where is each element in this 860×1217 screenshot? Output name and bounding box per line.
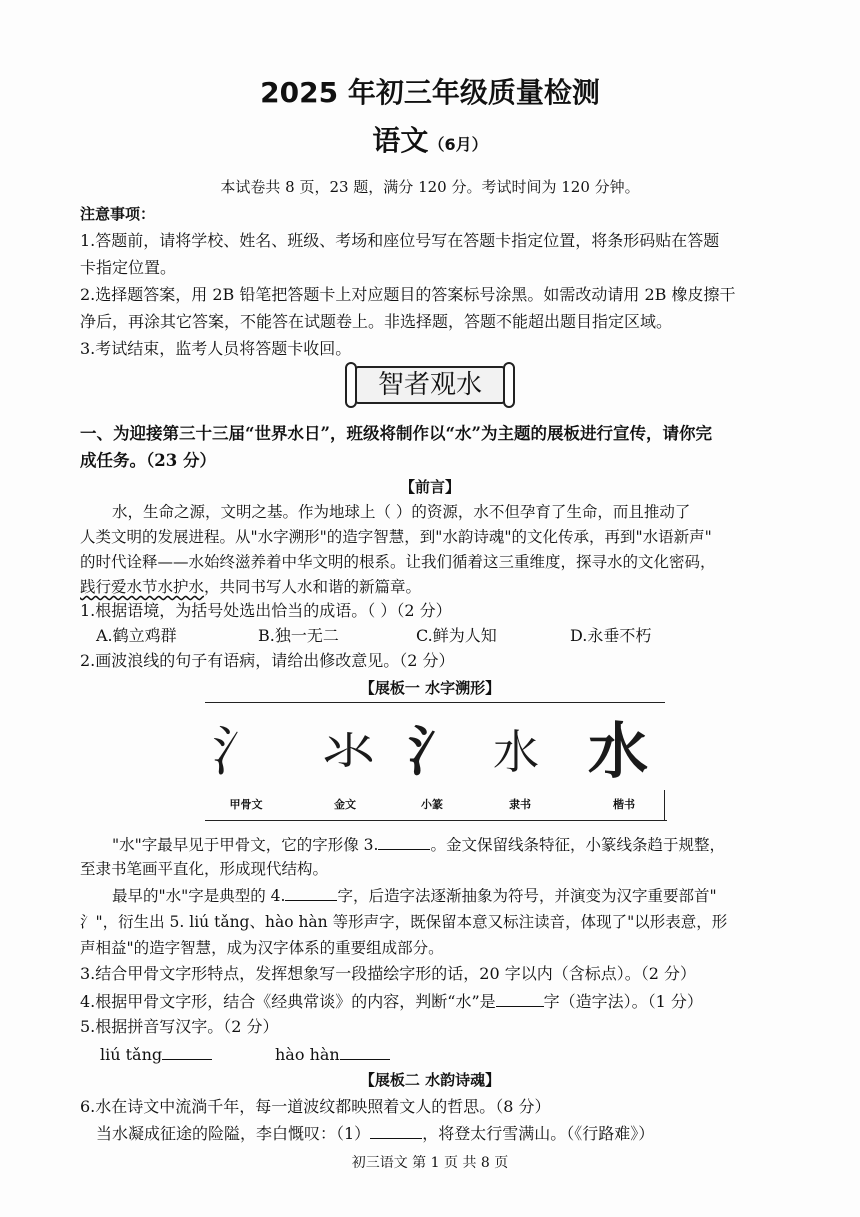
glyph-small-seal: 氵 xyxy=(408,720,462,783)
board1-title: 【展板一 水字溯形】 xyxy=(359,679,501,697)
preface-line-4 xyxy=(80,576,421,598)
glyph-bronze: 氺 xyxy=(322,720,376,783)
board1-bottom-rule xyxy=(205,820,667,821)
board2-title: 【展板二 水韵诗魂】 xyxy=(359,1071,501,1089)
option-c: C.鲜为人知 xyxy=(416,626,497,645)
board1-line-1 xyxy=(112,833,725,856)
exam-title: 2025 年初三年级质量检测 xyxy=(260,76,600,109)
preface-line-4-rest: ，共同书写人水和谐的新篇章。 xyxy=(204,578,422,596)
notes-heading: 注意事项： xyxy=(80,205,156,223)
section1-instruction-line2: 成任务。（23 分） xyxy=(80,451,216,470)
glyph-label-regular: 楷书 xyxy=(613,798,635,811)
question-4-start: 4.根据甲骨文字形，结合《经典常谈》的内容，判断“水”是 xyxy=(80,992,496,1011)
section1-instruction-line1: 一、为迎接第三十三届“世界水日”，班级将制作以“水”为主题的展板进行宣传，请你完 xyxy=(80,424,712,443)
preface-line-2: 人类文明的发展进程。从"水字溯形"的造字智慧，到"水韵诗魂"的文化传承，再到"水语新声" xyxy=(80,528,712,546)
blank-q6-1[interactable] xyxy=(370,1122,422,1139)
pinyin-1-text: liú tǎng xyxy=(100,1045,163,1064)
option-d: D.永垂不朽 xyxy=(570,626,652,645)
preface-title: 【前言】 xyxy=(399,478,460,496)
option-b: B.独一无二 xyxy=(258,626,339,645)
note-2b: 净后，再涂其它答案，不能答在试题卷上。非选择题，答题不能超出题目指定区域。 xyxy=(80,312,673,331)
pinyin-2 xyxy=(275,1043,390,1066)
board1-right-edge xyxy=(664,790,665,820)
board1-line-1-end: 。金文保留线条特征，小篆线条趋于规整， xyxy=(430,836,725,854)
exam-intro: 本试卷共 8 页，23 题，满分 120 分。考试时间为 120 分钟。 xyxy=(220,178,640,196)
blank-q4[interactable] xyxy=(496,990,544,1007)
note-3: 3.考试结束，监考人员将答题卡收回。 xyxy=(80,339,352,358)
question-6-start: 当水凝成征途的险隘，李白慨叹：（1） xyxy=(96,1124,371,1143)
question-4 xyxy=(80,990,703,1013)
wavy-sentence: 践行爱水节水护水 xyxy=(80,578,205,596)
question-6: 6.水在诗文中流淌千年，每一道波纹都映照着文人的哲思。（8 分） xyxy=(80,1097,551,1116)
board1-line-1-start: "水"字最早见于甲骨文，它的字形像 3. xyxy=(112,836,379,854)
glyph-oracle-bone: 氵 xyxy=(212,720,266,783)
question-2: 2.画波浪线的句子有语病，请给出修改意见。（2 分） xyxy=(80,651,455,670)
option-a: A.鹤立鸡群 xyxy=(96,626,177,645)
question-4-end: 字（造字法）。（1 分） xyxy=(543,992,703,1011)
note-2a: 2.选择题答案，用 2B 铅笔把答题卡上对应题目的答案标号涂黑。如需改动请用 2B 橡皮擦干 xyxy=(80,285,736,304)
glyph-label-oracle: 甲骨文 xyxy=(229,798,263,811)
board1-line-2: 至隶书笔画平直化，形成现代结构。 xyxy=(80,860,329,878)
banner-title: 智者观水 xyxy=(355,366,505,404)
preface-line-1: 水，生命之源，文明之基。作为地球上（ ）的资源，水不但孕育了生命，而且推动了 xyxy=(112,503,691,521)
blank-4[interactable] xyxy=(285,884,337,901)
question-6-end: ，将登太行雪满山。（《行路难》） xyxy=(422,1124,655,1143)
board1-line-3-end: 字，后造字法逐渐抽象为符号，并演变为汉字重要部首" xyxy=(337,887,717,905)
glyph-label-clerical: 隶书 xyxy=(509,798,531,811)
question-1: 1.根据语境，为括号处选出恰当的成语。（ ）（2 分） xyxy=(80,601,452,620)
scroll-right-roll xyxy=(503,362,515,408)
board1-line-3-start: 最早的"水"字是典型的 4. xyxy=(112,887,286,905)
blank-3[interactable] xyxy=(378,833,430,850)
note-1b: 卡指定位置。 xyxy=(80,258,177,277)
exam-month: （6月） xyxy=(428,135,488,154)
subject-name: 语文 xyxy=(372,124,429,157)
section-banner xyxy=(345,362,515,412)
pinyin-1 xyxy=(100,1043,212,1066)
glyph-label-seal: 小篆 xyxy=(421,798,443,811)
blank-pinyin-1[interactable] xyxy=(162,1043,212,1060)
question-5: 5.根据拼音写汉字。（2 分） xyxy=(80,1017,279,1036)
board1-line-5: 声相益"的造字智慧，成为汉字体系的重要组成部分。 xyxy=(80,939,444,957)
glyph-label-bronze: 金文 xyxy=(334,798,356,811)
blank-pinyin-2[interactable] xyxy=(340,1043,390,1060)
page-footer: 初三语文 第 1 页 共 8 页 xyxy=(351,1155,509,1171)
note-1a: 1.答题前，请将学校、姓名、班级、考场和座位号写在答题卡指定位置，将条形码贴在答题 xyxy=(80,231,720,250)
subject-title xyxy=(0,124,860,157)
question-3: 3.结合甲骨文字形特点，发挥想象写一段描绘字形的话，20 字以内（含标点）。（2 分） xyxy=(80,964,696,983)
glyph-regular: 水 xyxy=(588,717,648,787)
question-6-line xyxy=(96,1122,654,1145)
pinyin-2-text: hào hàn xyxy=(275,1045,340,1064)
glyph-clerical: 水 xyxy=(493,725,539,779)
board1-top-rule xyxy=(205,702,665,703)
board1-line-3 xyxy=(112,884,717,907)
preface-line-3: 的时代诠释——水始终滋养着中华文明的根系。让我们循着这三重维度，探寻水的文化密码， xyxy=(80,553,716,571)
board1-line-4: 氵"，衍生出 5. liú tǎng、hào hàn 等形声字，既保留本意又标注读音，体现了"以形表意，形 xyxy=(80,913,728,931)
